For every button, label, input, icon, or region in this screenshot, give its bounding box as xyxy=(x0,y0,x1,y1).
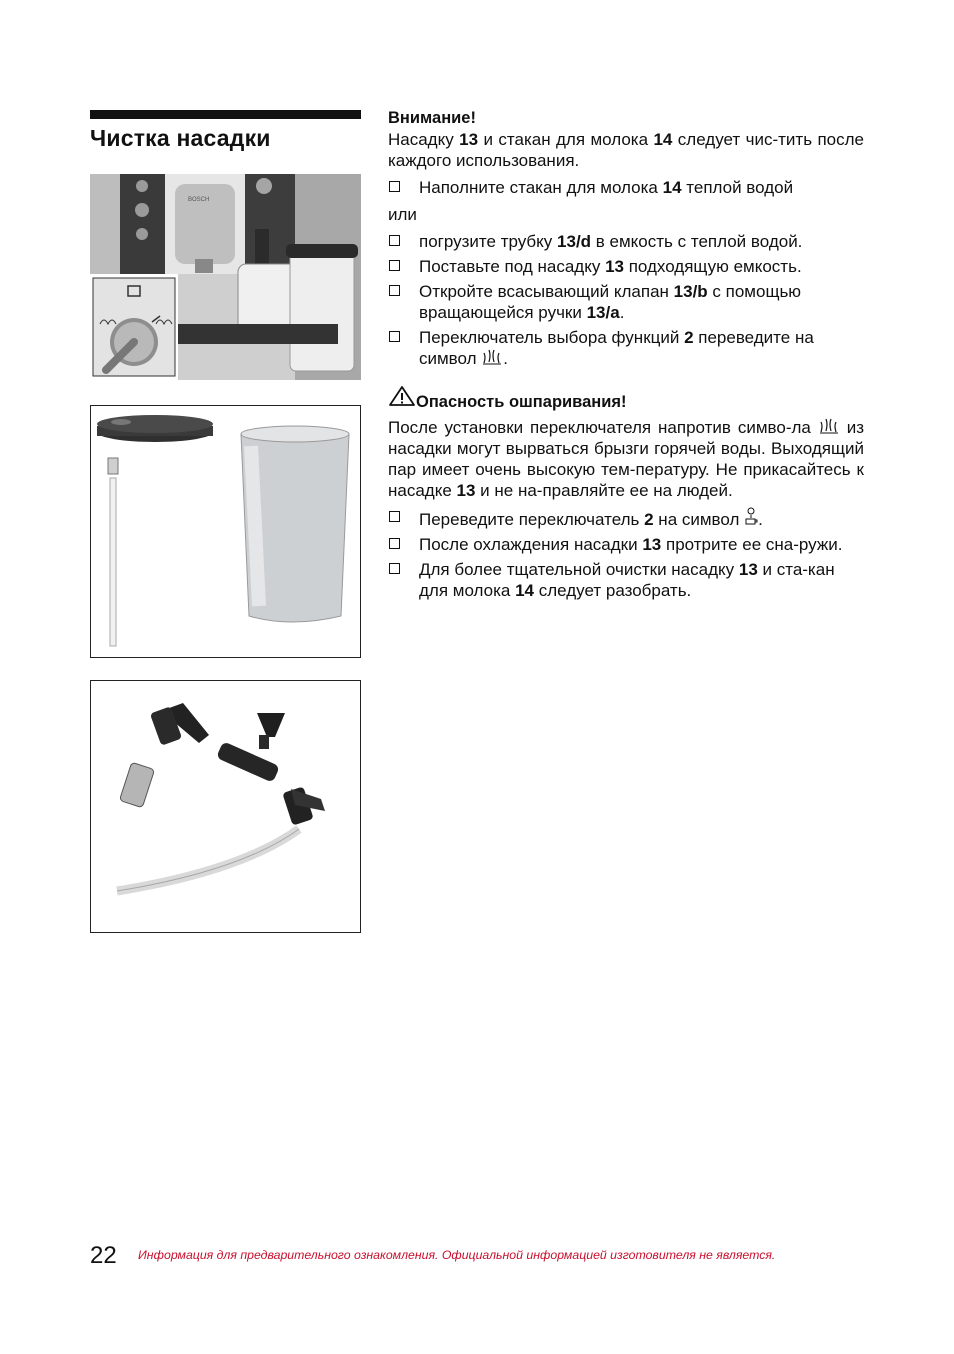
footer-note: Информация для предварительного ознакомления. Официальной информацией изготовителя не является. xyxy=(138,1248,776,1262)
step-text: с помощью вращающейся ручки xyxy=(419,282,802,322)
step-text: Наполните стакан для молока xyxy=(419,178,663,197)
step-text: подходящую емкость. xyxy=(623,257,802,276)
checkbox-icon xyxy=(389,331,400,342)
step-text: . xyxy=(758,510,763,529)
step-text: . xyxy=(619,303,625,322)
danger-text-part: После установки переключателя напротив симво-ла xyxy=(388,418,818,437)
ref-number: 14 xyxy=(515,581,535,600)
step-text: Поставьте под насадку xyxy=(419,257,606,276)
step-text: Для более тщательной очистки насадку xyxy=(419,560,739,579)
danger-text-part: из насадки могут вырваться брызги горячей воды. Выходящий пар имеет очень высокую тем-пературу. Не прикасайтесь к насадке xyxy=(388,418,864,500)
coffee-machine-illustration xyxy=(90,174,361,380)
intro-text: следует чис-тить после каждого использования. xyxy=(388,130,864,170)
ref-number: 2 xyxy=(644,510,654,529)
step-item xyxy=(388,231,864,252)
or-text: или xyxy=(388,205,417,224)
page-number: 22 xyxy=(90,1242,117,1269)
ref-number: 13/d xyxy=(557,232,592,251)
checkbox-icon xyxy=(389,538,400,549)
ref-number: 13 xyxy=(459,130,479,149)
danger-text xyxy=(388,417,864,501)
danger-text-part: и не на-правляйте ее на людей. xyxy=(475,481,733,500)
checkbox-icon xyxy=(389,235,400,246)
checkbox-icon xyxy=(389,285,400,296)
step-text: следует разобрать. xyxy=(534,581,692,600)
step-text: Откройте всасывающий клапан xyxy=(419,282,674,301)
step-text: переведите на символ xyxy=(419,328,814,368)
nozzle-parts-illustration xyxy=(91,681,360,932)
checkbox-icon xyxy=(389,181,400,192)
attention-heading: Внимание! xyxy=(388,109,476,127)
ref-number: 13 xyxy=(456,481,476,500)
milk-container-illustration xyxy=(91,406,360,657)
section-title: Чистка насадки xyxy=(90,125,271,151)
step-text: Переключатель выбора функций xyxy=(419,328,685,347)
ref-number: 13/a xyxy=(586,303,620,322)
step-item xyxy=(388,559,864,601)
step-item xyxy=(388,534,864,555)
ref-number: 13 xyxy=(738,560,758,579)
step-item xyxy=(388,256,864,277)
cup-symbol-icon xyxy=(744,507,758,527)
attention-intro xyxy=(388,129,864,171)
checkbox-icon xyxy=(389,563,400,574)
intro-text: и стакан для молока xyxy=(478,130,654,149)
ref-number: 13 xyxy=(642,535,662,554)
danger-heading-row xyxy=(388,385,864,413)
step-text: После охлаждения насадки xyxy=(419,535,643,554)
intro-text: Насадку xyxy=(388,130,460,149)
danger-heading: Опасность ошпаривания! xyxy=(416,393,627,411)
step-text: и ста-кан для молока xyxy=(419,560,835,600)
coffee-machine-photo xyxy=(90,174,361,380)
step-text: . xyxy=(503,349,508,368)
ref-number: 2 xyxy=(684,328,694,347)
checkbox-icon xyxy=(389,511,400,522)
step-text: в емкость с теплой водой. xyxy=(591,232,803,251)
step-item xyxy=(388,327,864,369)
step-text: протрите ее сна-ружи. xyxy=(661,535,843,554)
brand-label: BOSCH xyxy=(188,197,210,203)
steam-symbol-icon xyxy=(818,417,840,435)
ref-number: 13 xyxy=(605,257,624,276)
step-text: погрузите трубку xyxy=(419,232,558,251)
step-text: теплой водой xyxy=(681,178,794,197)
ref-number: 14 xyxy=(662,178,682,197)
ref-number: 14 xyxy=(653,130,673,149)
step-item xyxy=(388,281,864,323)
steam-symbol-icon xyxy=(481,348,503,366)
step-text: на символ xyxy=(653,510,745,529)
ref-number: 13/b xyxy=(673,282,708,301)
step-item xyxy=(388,177,864,198)
milk-container-figure xyxy=(90,405,361,658)
step-item xyxy=(388,507,864,530)
instructions-column xyxy=(388,108,864,601)
checkbox-icon xyxy=(389,260,400,271)
warning-triangle-icon xyxy=(388,385,416,407)
section-rule xyxy=(90,110,361,119)
step-text: Переведите переключатель xyxy=(419,510,645,529)
nozzle-parts-figure xyxy=(90,680,361,933)
